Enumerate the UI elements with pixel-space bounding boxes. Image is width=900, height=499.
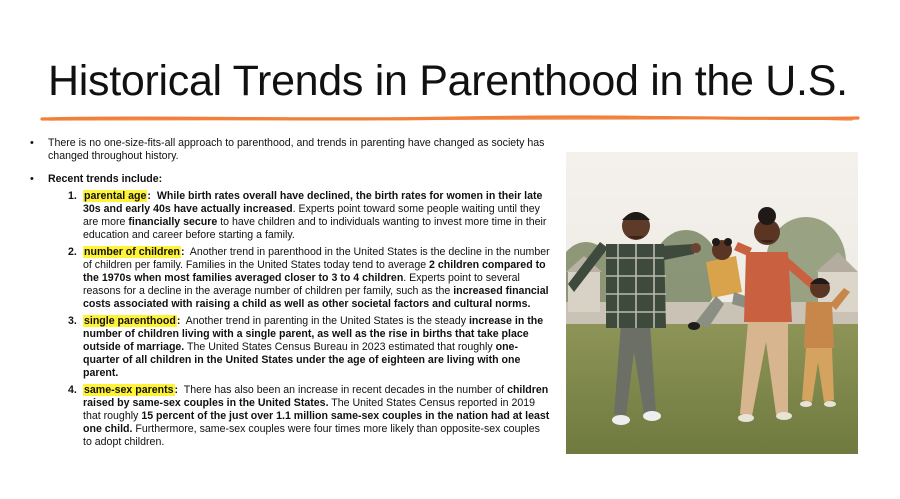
trend-item-same-sex-parents: 4. same-sex parents: There has also been an increase in recent decades in the number of children raised by same-sex couples in the United States. The United States Census reported in 2019 that roughly 15 percent of the just over 1.1 million same-sex couples in the nation had at least one child. Furthermore, same-sex couples were four times more likely than opposite-sex couples to adopt children. (68, 384, 550, 448)
recent-trends-heading: Recent trends include: (48, 173, 163, 185)
trend-number: 2. (68, 246, 77, 258)
family-photo (566, 152, 858, 454)
trend-label: single parenthood (84, 315, 176, 327)
trend-item-parental-age: 1. parental age: While birth rates overall have declined, the birth rates for women in their late 30s and early 40s have actually increased. Experts point toward some people waiting until they are more financially secure to have children and to individuals wanting to invest more time in their education and career before starting a family. (68, 190, 547, 241)
trend-item-single-parenthood: 3. single parenthood: Another trend in parenting in the United States is the steady increase in the number of children living with a single parent, as well as the rise in births that take place outside of marriage. The United States Census Bureau in 2023 estimated that roughly one-quarter of all children in the United States under the age of eighteen are living with one parent. (68, 315, 544, 379)
slide-title: Historical Trends in Parenthood in the U.S. (48, 57, 848, 105)
bullet-recent-trends (30, 173, 550, 449)
trend-number: 4. (68, 384, 77, 396)
trend-number: 3. (68, 315, 77, 327)
trend-label: number of children (84, 246, 180, 258)
bullet-intro: • There is no one-size-fits-all approach to parenthood, and trends in parenting have changed as society has changed throughout history. (30, 137, 550, 163)
trend-item-number-of-children: 2. number of children: Another trend in parenthood in the United States is the decline in the number of children per family. Families in the United States today tend to average 2 children compared to the 1970s when most families averaged closer to 3 to 4 children. Experts point to several reasons for a decline in the average number of children per family, such as the increased financial costs associated with raising a child as well as other societal factors and cultural norms. (68, 246, 550, 310)
trends-list (48, 190, 550, 449)
trend-number: 1. (68, 190, 77, 202)
trend-label: parental age (84, 190, 147, 202)
title-underline (40, 113, 860, 125)
trend-label: same-sex parents (84, 384, 174, 396)
slide-body (30, 137, 550, 459)
